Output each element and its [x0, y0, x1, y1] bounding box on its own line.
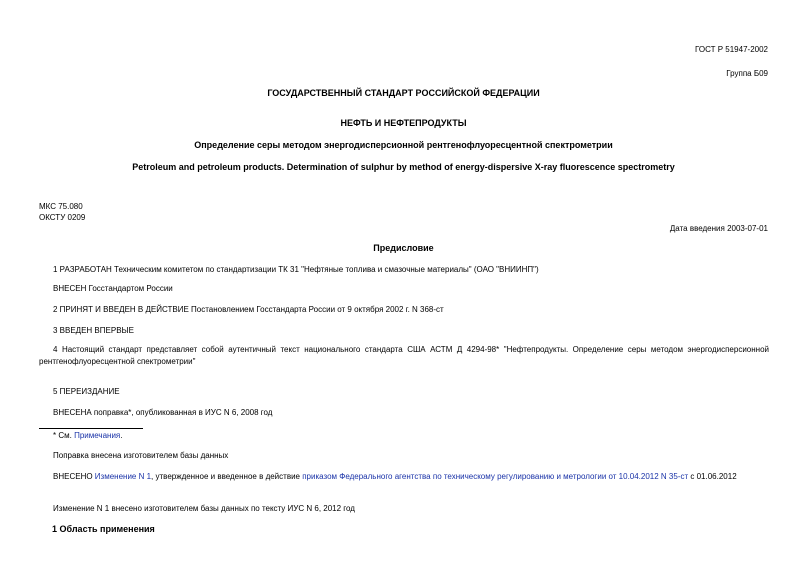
preface-item-4: 4 Настоящий стандарт представляет собой аутентичный текст национального стандарта США АСТМ Д 4294-98* "Нефтепродукты. Определение серы методом энергодисперсионной рентгенофлуоресцентной спектрометрии": [39, 345, 769, 366]
standard-title: ГОСУДАРСТВЕННЫЙ СТАНДАРТ РОССИЙСКОЙ ФЕДЕРАЦИИ: [267, 88, 540, 98]
preface-item-3: 3 ВВЕДЕН ВПЕРВЫЕ: [53, 326, 134, 335]
preface-item-5b: ВНЕСЕНА поправка*, опубликованная в ИУС N 6, 2008 год: [53, 408, 273, 417]
preface-item-5: 5 ПЕРЕИЗДАНИЕ: [53, 387, 120, 396]
database-note: Поправка внесена изготовителем базы данных: [53, 451, 229, 460]
section-1-heading: 1 Область применения: [52, 524, 155, 534]
intro-date: Дата введения 2003-07-01: [669, 224, 768, 233]
notes-link[interactable]: Примечания: [74, 431, 121, 440]
mks-code: МКС 75.080: [39, 202, 83, 211]
footnote-prefix: * См.: [53, 431, 75, 440]
amendment-source-note: Изменение N 1 внесено изготовителем базы данных по тексту ИУС N 6, 2012 год: [53, 504, 355, 513]
group-code: Группа Б09: [726, 69, 768, 78]
preface-item-1: 1 РАЗРАБОТАН Техническим комитетом по стандартизации ТК 31 "Нефтяные топлива и смазочные материалы" (ОАО "ВНИИНП"): [53, 265, 539, 274]
document-number: ГОСТ Р 51947-2002: [695, 45, 768, 54]
amendment-suffix: с 01.06.2012: [688, 472, 737, 481]
okstu-code: ОКСТУ 0209: [39, 213, 86, 222]
subject-title: НЕФТЬ И НЕФТЕПРОДУКТЫ: [340, 118, 467, 128]
preface-heading: Предисловие: [373, 243, 434, 253]
english-title: Petroleum and petroleum products. Determination of sulphur by method of energy-dispersive X-ray fluorescence spectrometry: [132, 162, 675, 172]
amendment-mid: , утвержденное и введенное в действие: [151, 472, 303, 481]
order-link[interactable]: приказом Федерального агентства по техническому регулированию и метрологии от 10.04.2012 N 35-ст: [302, 472, 689, 481]
footnote: [53, 431, 122, 441]
amendment-link[interactable]: Изменение N 1: [94, 472, 152, 481]
footnote-divider: [39, 428, 143, 429]
preface-item-2: 2 ПРИНЯТ И ВВЕДЕН В ДЕЙСТВИЕ Постановлением Госстандарта России от 9 октября 2002 г. N 368-ст: [53, 305, 444, 314]
russian-title: Определение серы методом энергодисперсионной рентгенофлуоресцентной спектрометрии: [194, 140, 613, 150]
amendment-note: [53, 472, 737, 482]
preface-item-1b: ВНЕСЕН Госстандартом России: [53, 284, 173, 293]
footnote-suffix: .: [120, 431, 123, 440]
amendment-prefix: ВНЕСЕНО: [53, 472, 95, 481]
